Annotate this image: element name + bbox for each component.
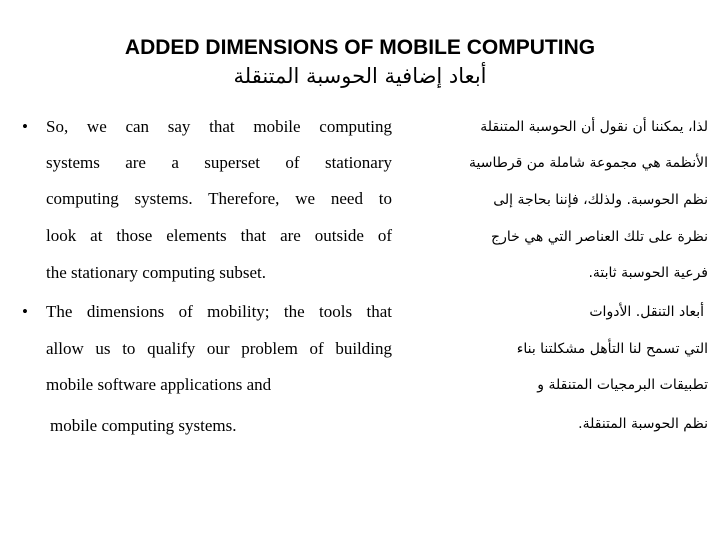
arabic-line-9: نظم الحوسبة المتنقلة. [578, 416, 708, 432]
arabic-line-3: نظم الحوسبة. ولذلك، فإننا بحاجة إلى [493, 192, 708, 208]
arabic-line-4: نظرة على تلك العناصر التي هي خارج [491, 229, 708, 245]
bullet-2-line-3: mobile software applications and [46, 375, 272, 394]
bullet-1-line-4: look at those elements that are outside of [46, 226, 392, 245]
bullet-2-line-4: mobile computing systems. [50, 416, 237, 435]
arabic-line-5: فرعية الحوسبة ثابتة. [588, 265, 708, 281]
bullet-1-line-1: So, we can say that mobile computing [46, 117, 392, 136]
bullet-1-line-3: computing systems. Therefore, we need to [46, 189, 392, 208]
slide-title-english: ADDED DIMENSIONS OF MOBILE COMPUTING [124, 36, 596, 59]
slide-title-arabic: أبعاد إضافية الحوسبة المتنقلة [233, 64, 487, 88]
bullet-marker: • [22, 117, 28, 136]
bullet-marker: • [22, 302, 28, 321]
bullet-2-line-2: allow us to qualify our problem of building [46, 339, 392, 358]
bullet-1-line-2: systems are a superset of stationary [46, 153, 392, 172]
bullet-2-line-1: The dimensions of mobility; the tools that [46, 302, 392, 321]
arabic-line-1: لذا، يمكننا أن نقول أن الحوسبة المتنقلة [480, 119, 708, 135]
arabic-line-8: تطبيقات البرمجيات المتنقلة و [537, 377, 708, 393]
arabic-line-2: الأنظمة هي مجموعة شاملة من قرطاسية [469, 155, 708, 171]
arabic-line-7: التي تسمح لنا التأهل مشكلتنا بناء [516, 341, 708, 357]
arabic-line-6: أبعاد التنقل. الأدوات [589, 304, 704, 320]
bullet-1-line-5: the stationary computing subset. [46, 263, 267, 282]
